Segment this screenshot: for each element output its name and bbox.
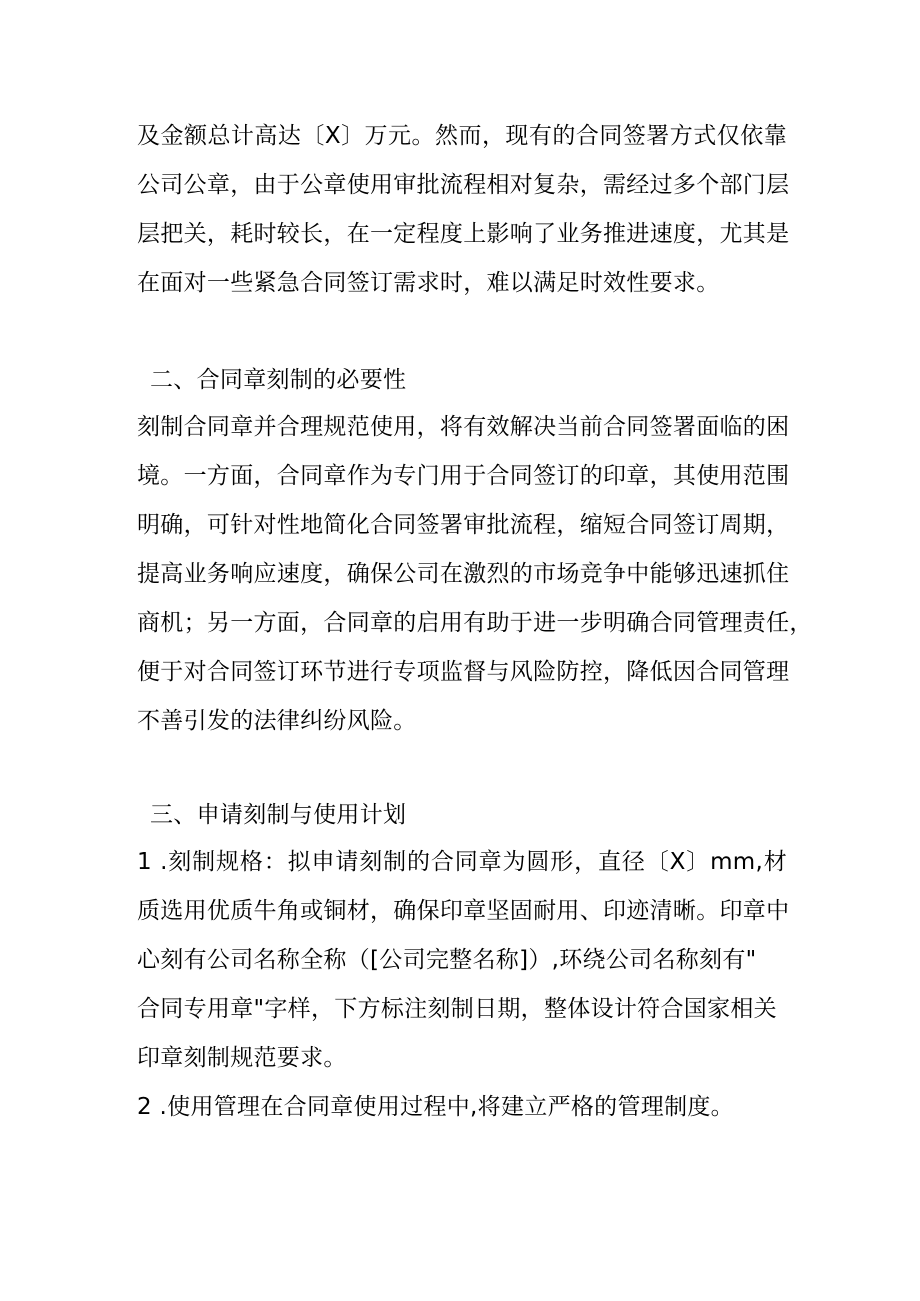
paragraph-line: 公司公章，由于公章使用审批流程相对复杂，需经过多个部门层: [137, 172, 790, 198]
list-item-line: 印章刻制规范要求。: [137, 1045, 347, 1071]
list-item-line: 合同专用章"字样，下方标注刻制日期，整体设计符合国家相关: [137, 996, 777, 1022]
section-heading: 二、合同章刻制的必要性: [150, 367, 407, 393]
paragraph-line: 便于对合同签订环节进行专项监督与风险防控，降低因合同管理: [137, 659, 790, 685]
paragraph-line: 在面对一些紧急合同签订需求时，难以满足时效性要求。: [137, 270, 720, 296]
paragraph-line: 及金额总计高达〔X〕万元。然而，现有的合同签署方式仅依靠: [137, 123, 787, 149]
list-item-line: 1 .刻制规格：拟申请刻制的合同章为圆形，直径〔X〕mm,材: [137, 849, 787, 875]
list-item-line: 质选用优质牛角或铜材，确保印章坚固耐用、印迹清晰。印章中: [137, 898, 790, 924]
list-item-line: 心刻有公司名称全称（[公司完整名称]）,环绕公司名称刻有": [137, 947, 757, 973]
paragraph-line: 明确，可针对性地简化合同签署审批流程，缩短合同签订周期，: [137, 512, 790, 538]
paragraph-line: 商机；另一方面，合同章的启用有助于进一步明确合同管理责任，: [137, 610, 813, 636]
list-item-line: 2 .使用管理在合同章使用过程中,将建立严格的管理制度。: [137, 1094, 734, 1120]
paragraph-line: 刻制合同章并合理规范使用，将有效解决当前合同签署面临的困: [137, 414, 790, 440]
paragraph-line: 不善引发的法律纠纷风险。: [137, 708, 417, 734]
paragraph-line: 层把关，耗时较长，在一定程度上影响了业务推进速度，尤其是: [137, 221, 790, 247]
paragraph-line: 提高业务响应速度，确保公司在激烈的市场竞争中能够迅速抓住: [137, 561, 790, 587]
paragraph-line: 境。一方面，合同章作为专门用于合同签订的印章，其使用范围: [137, 463, 790, 489]
section-heading: 三、申请刻制与使用计划: [150, 802, 407, 828]
